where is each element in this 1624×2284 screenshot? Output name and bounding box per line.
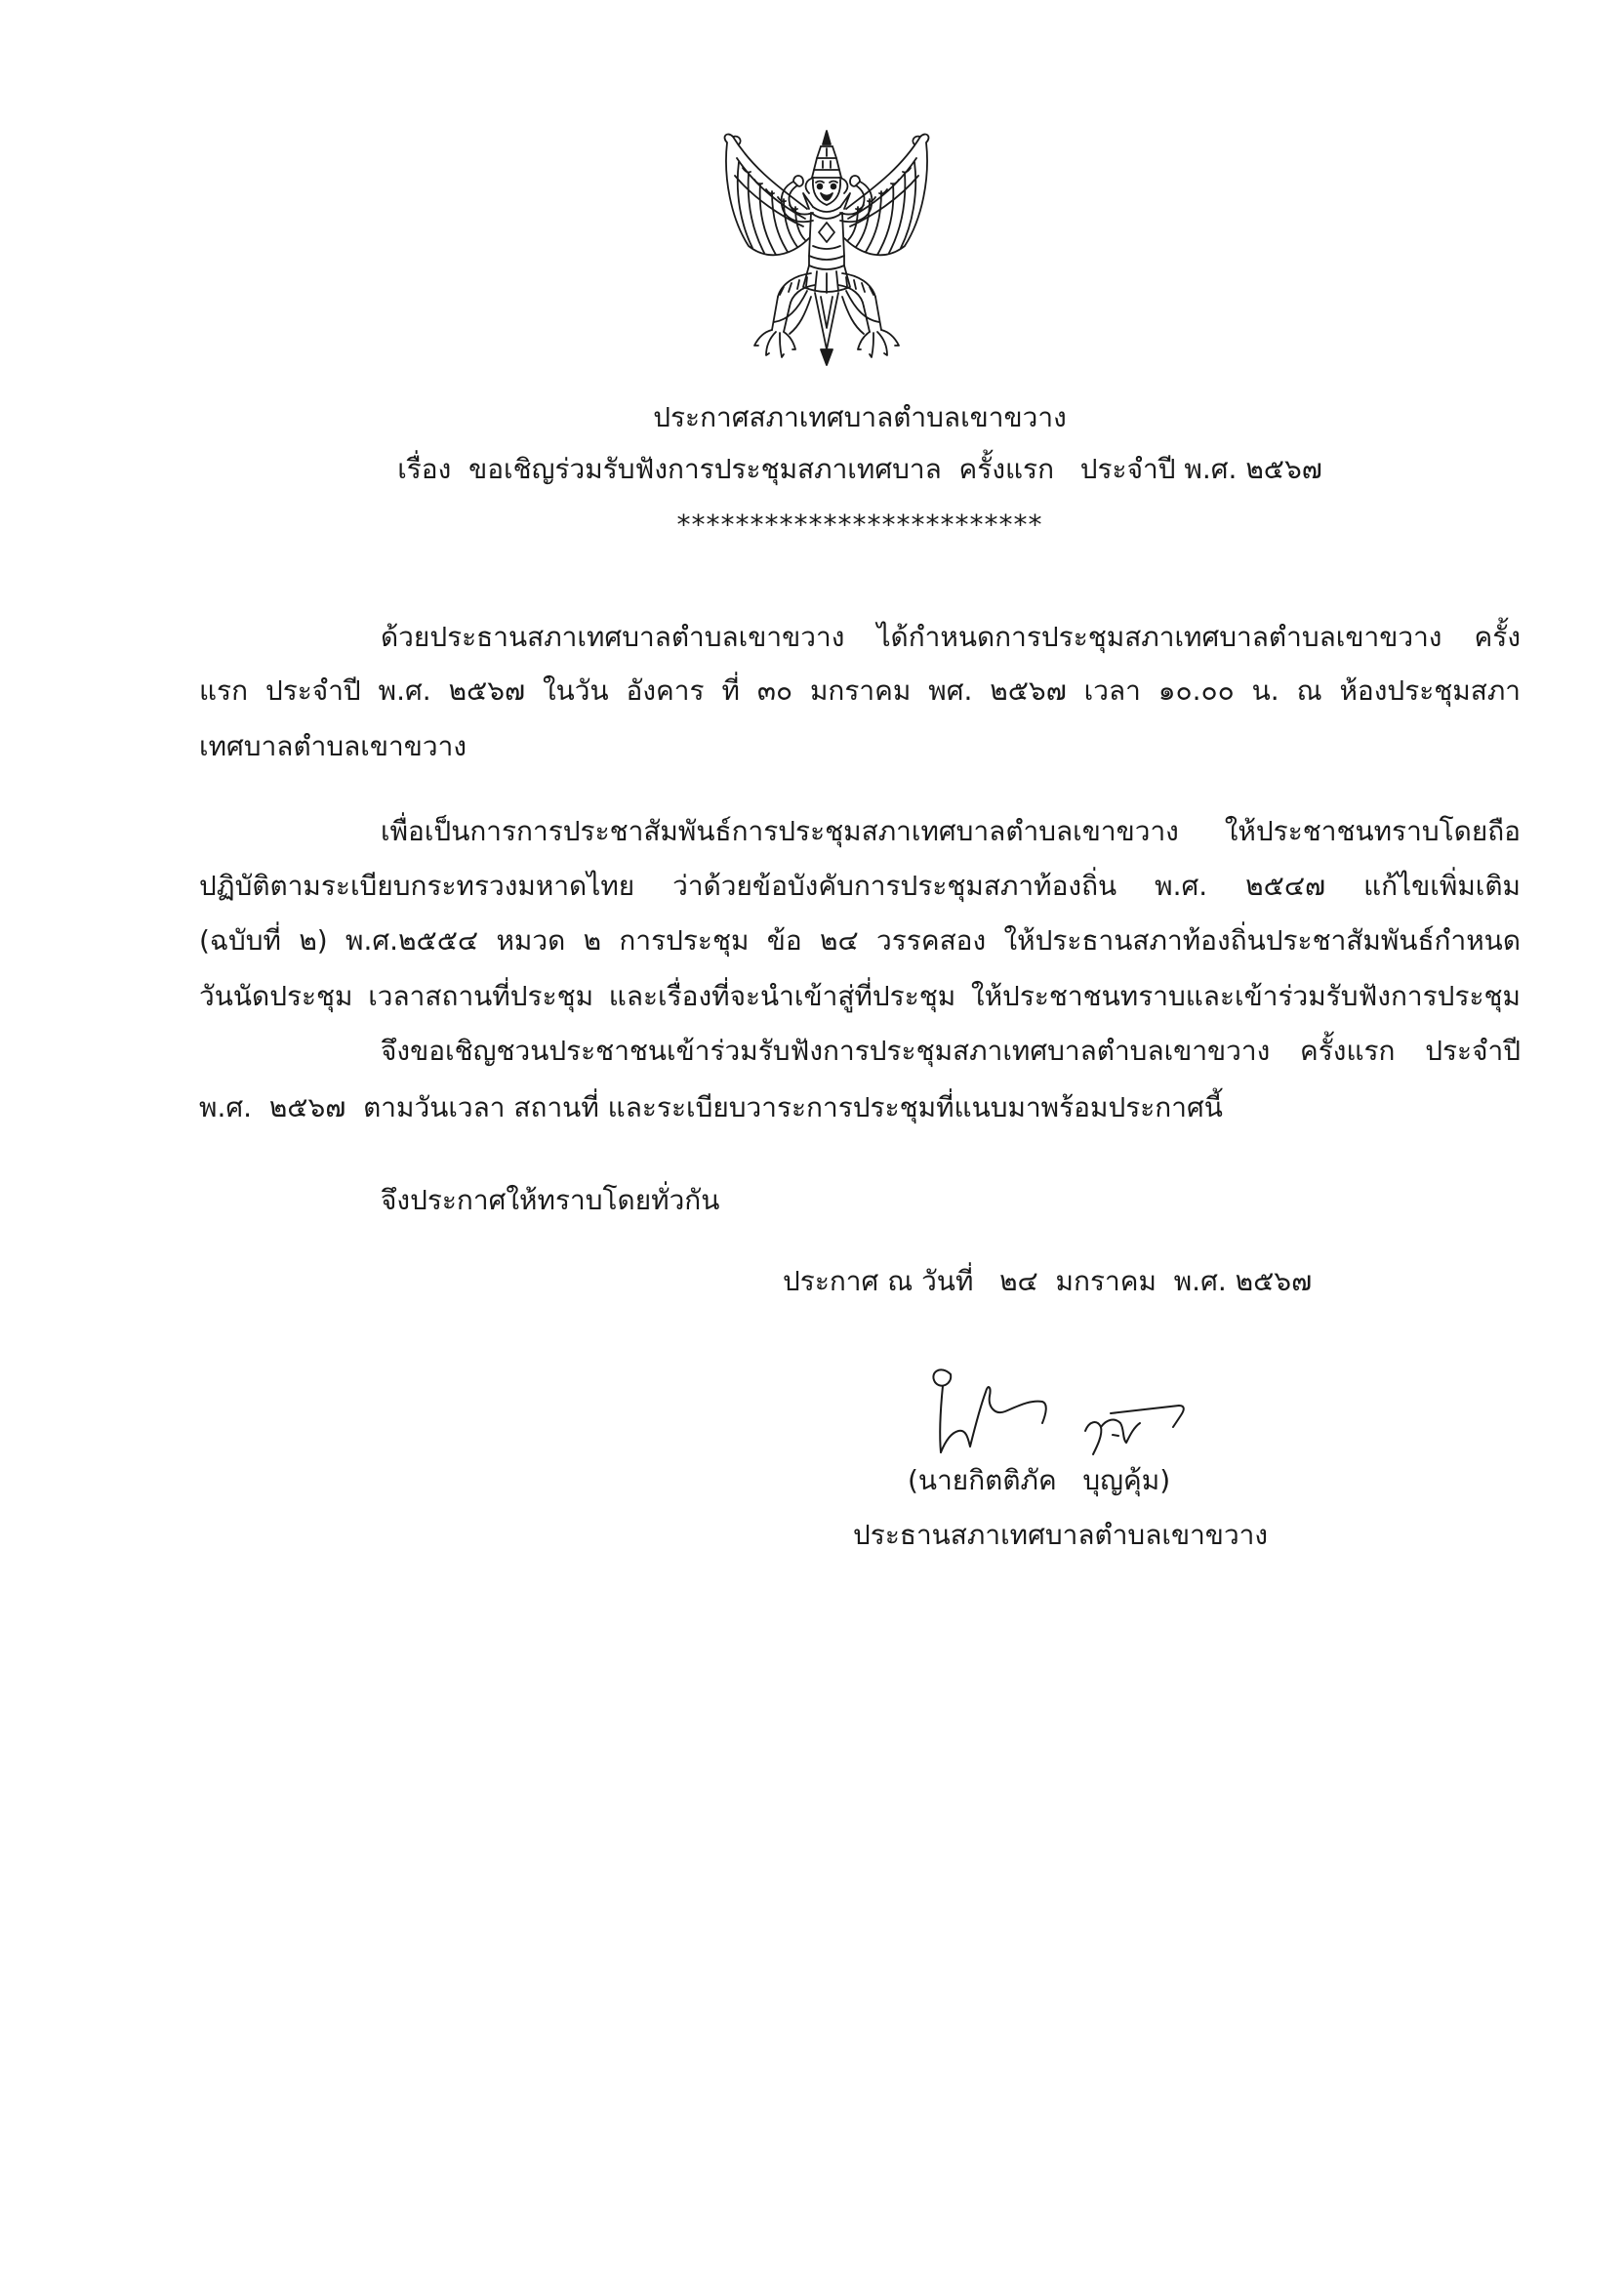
title-separator: ************************* bbox=[676, 509, 1043, 541]
signer-name: (นายกิตติภัค บุญคุ้ม) bbox=[908, 1464, 1171, 1496]
announcement-title: ประกาศสภาเทศบาลตำบลเขาขวาง bbox=[653, 401, 1067, 433]
garuda-left-half bbox=[725, 135, 821, 357]
paragraph-2-line-4: วันนัดประชุม เวลาสถานที่ประชุม และเรื่องที่จะนำเข้าสู่ที่ประชุม ให้ประชาชนทราบและเข้าร่วมรับฟังการประชุม bbox=[199, 980, 1521, 1012]
announcement-date: ประกาศ ณ วันที่ ๒๔ มกราคม พ.ศ. ๒๕๖๗ bbox=[783, 1265, 1313, 1297]
closing-statement: จึงประกาศให้ทราบโดยทั่วกัน bbox=[381, 1184, 720, 1216]
handwritten-signature bbox=[921, 1363, 1195, 1460]
paragraph-1-line-3: เทศบาลตำบลเขาขวาง bbox=[199, 730, 467, 762]
subject-line: เรื่อง ขอเชิญร่วมรับฟังการประชุมสภาเทศบาล ครั้งแรก ประจำปี พ.ศ. ๒๕๖๗ bbox=[397, 453, 1322, 485]
garuda-emblem bbox=[719, 129, 934, 373]
garuda-center-body bbox=[803, 131, 850, 365]
paragraph-3-line-1: จึงขอเชิญชวนประชาชนเข้าร่วมรับฟังการประชุมสภาเทศบาลตำบลเขาขวาง ครั้งแรก ประจำปี bbox=[381, 1035, 1521, 1067]
paragraph-1-line-1: ด้วยประธานสภาเทศบาลตำบลเขาขวาง ได้กำหนดการประชุมสภาเทศบาลตำบลเขาขวาง ครั้ง bbox=[381, 621, 1521, 653]
paragraph-3-line-2: พ.ศ. ๒๕๖๗ ตามวันเวลา สถานที่ และระเบียบวาระการประชุมที่แนบมาพร้อมประกาศนี้ bbox=[199, 1091, 1223, 1123]
paragraph-2-line-1: เพื่อเป็นการการประชาสัมพันธ์การประชุมสภาเทศบาลตำบลเขาขวาง ให้ประชาชนทราบโดยถือ bbox=[381, 815, 1521, 847]
paragraph-1-line-2: แรก ประจำปี พ.ศ. ๒๕๖๗ ในวัน อังคาร ที่ ๓๐ มกราคม พศ. ๒๕๖๗ เวลา ๑๐.๐๐ น. ณ ห้องประชุมสภา bbox=[199, 674, 1521, 707]
paragraph-2-line-3: (ฉบับที่ ๒) พ.ศ.๒๕๕๔ หมวด ๒ การประชุม ข้อ ๒๔ วรรคสอง ให้ประธานสภาท้องถิ่นประชาสัมพันธ์กำหนด bbox=[199, 924, 1521, 957]
garuda-right-half bbox=[832, 135, 928, 357]
signer-position: ประธานสภาเทศบาลตำบลเขาขวาง bbox=[853, 1519, 1269, 1551]
paragraph-2-line-2: ปฏิบัติตามระเบียบกระทรวงมหาดไทย ว่าด้วยข้อบังคับการประชุมสภาท้องถิ่น พ.ศ. ๒๕๔๗ แก้ไขเพิ่มเติม bbox=[199, 870, 1521, 902]
